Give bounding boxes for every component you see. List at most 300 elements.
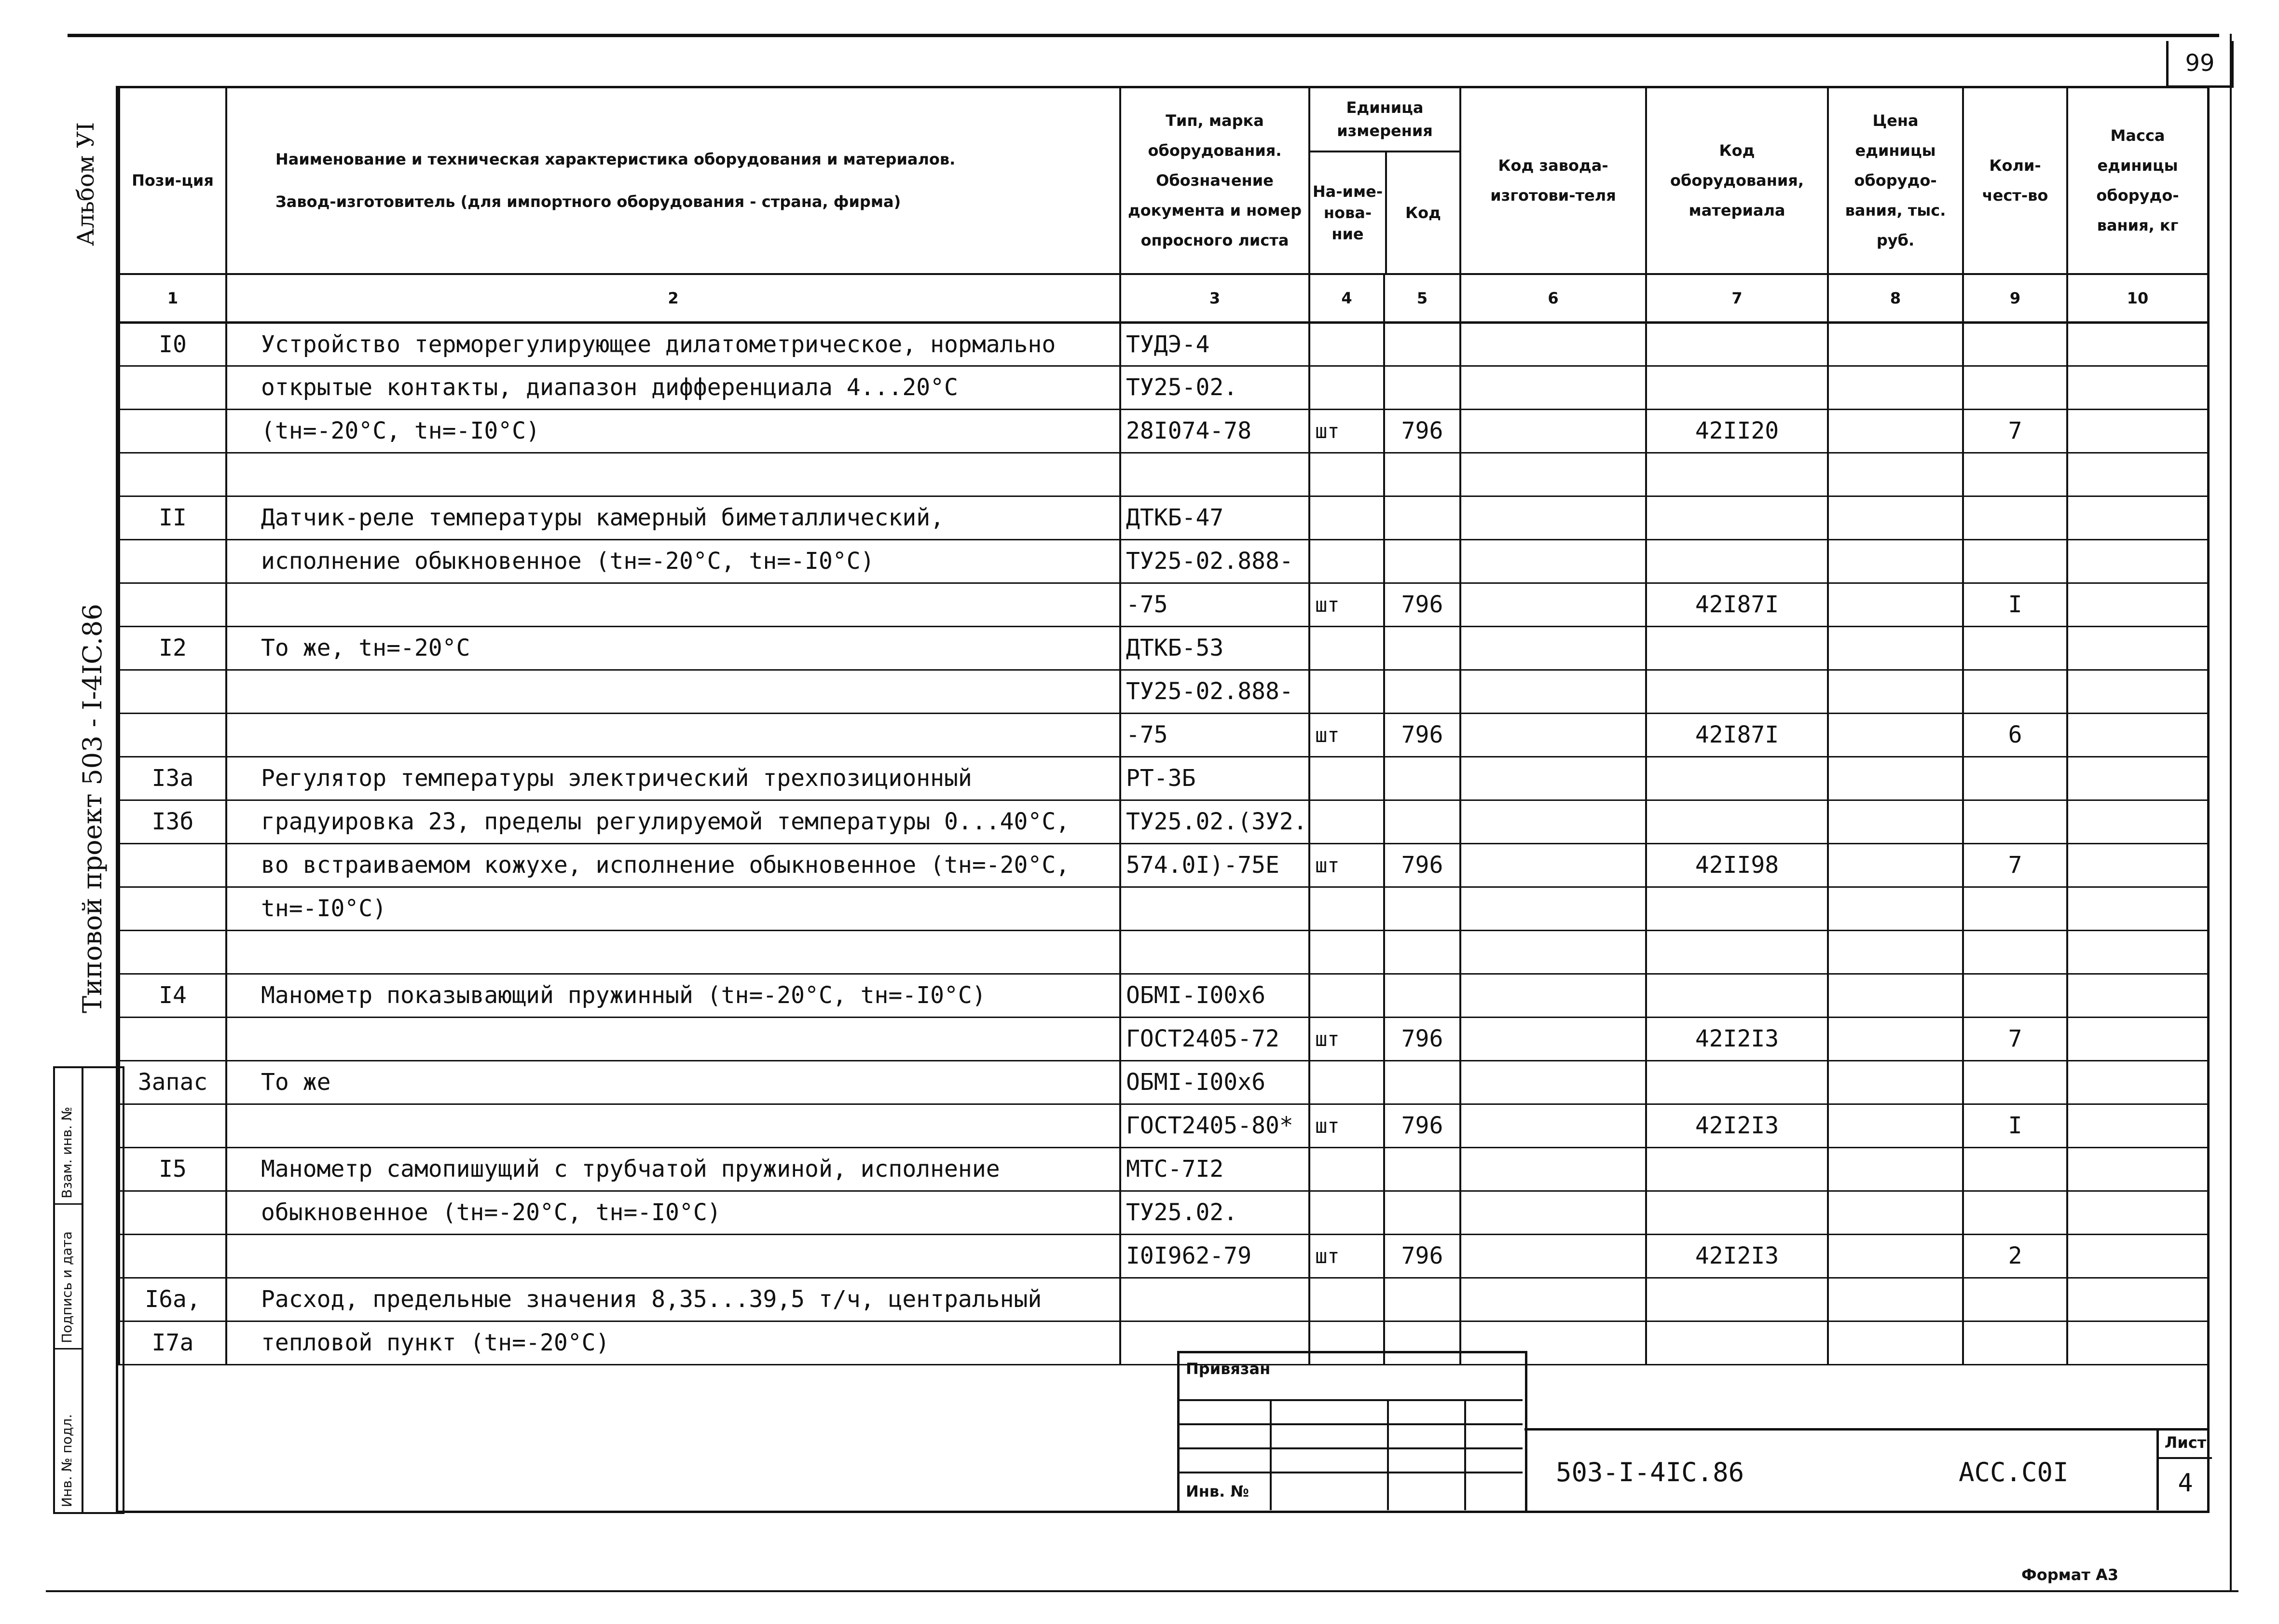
row-position: I3б bbox=[119, 800, 226, 843]
row-name: (tн=-20°С, tн=-I0°С) bbox=[226, 409, 1120, 453]
col-number: 6 bbox=[1460, 274, 1646, 322]
row-name: Манометр показывающий пружинный (tн=-20°С, tн=-I0°С) bbox=[226, 974, 1120, 1017]
row-unit-code bbox=[1384, 974, 1460, 1017]
row-type: ГОСТ2405-80* bbox=[1120, 1104, 1309, 1147]
row-mfr-code bbox=[1460, 930, 1646, 974]
project-label: Типовой проект 503 - I-4IC.86 bbox=[77, 604, 108, 1013]
row-type: МТС-7I2 bbox=[1120, 1147, 1309, 1191]
row-mass bbox=[2067, 757, 2208, 800]
row-mass bbox=[2067, 496, 2208, 539]
row-name: исполнение обыкновенное (tн=-20°С, tн=-I0°С) bbox=[226, 539, 1120, 583]
row-qty bbox=[1963, 800, 2067, 843]
row-unit bbox=[1309, 1191, 1384, 1234]
col-number: 2 bbox=[226, 274, 1120, 322]
row-position: I5 bbox=[119, 1147, 226, 1191]
row-price bbox=[1828, 843, 1963, 887]
stamp-label-replace: Взам. инв. № bbox=[59, 1106, 75, 1198]
row-equip-code bbox=[1646, 1278, 1828, 1321]
row-name: Расход, предельные значения 8,35...39,5 т/ч, центральный bbox=[226, 1278, 1120, 1321]
table-body bbox=[119, 322, 2208, 1364]
row-equip-code: 42II98 bbox=[1646, 843, 1828, 887]
table-row bbox=[119, 583, 2208, 626]
row-qty bbox=[1963, 1147, 2067, 1191]
row-mass bbox=[2067, 1104, 2208, 1147]
row-equip-code bbox=[1646, 1060, 1828, 1104]
row-price bbox=[1828, 366, 1963, 409]
row-type: ОБМI-I00х6 bbox=[1120, 1060, 1309, 1104]
row-mfr-code bbox=[1460, 800, 1646, 843]
row-equip-code: 42II20 bbox=[1646, 409, 1828, 453]
row-unit bbox=[1309, 974, 1384, 1017]
row-qty bbox=[1963, 626, 2067, 670]
row-type: ОБМI-I00х6 bbox=[1120, 974, 1309, 1017]
row-mfr-code bbox=[1460, 670, 1646, 713]
row-position bbox=[119, 1017, 226, 1060]
row-qty bbox=[1963, 539, 2067, 583]
row-equip-code bbox=[1646, 1321, 1828, 1364]
sheet-box bbox=[2156, 1428, 2212, 1510]
row-type bbox=[1120, 887, 1309, 930]
row-price bbox=[1828, 930, 1963, 974]
header-qty: Коли-чест-во bbox=[1963, 88, 2067, 274]
row-mfr-code bbox=[1460, 1234, 1646, 1278]
stamp-label-inv: Инв. № подл. bbox=[59, 1414, 75, 1507]
row-mass bbox=[2067, 409, 2208, 453]
row-unit-code: 796 bbox=[1384, 1234, 1460, 1278]
row-qty bbox=[1963, 366, 2067, 409]
row-type: 574.0I)-75Е bbox=[1120, 843, 1309, 887]
column-number-row bbox=[119, 274, 2208, 322]
row-position: I7а bbox=[119, 1321, 226, 1364]
table-row bbox=[119, 366, 2208, 409]
row-name: открытые контакты, диапазон дифференциала 4...20°С bbox=[226, 366, 1120, 409]
row-name: То же, tн=-20°С bbox=[226, 626, 1120, 670]
row-type: ТУ25-02.888- bbox=[1120, 539, 1309, 583]
title-block bbox=[1177, 1351, 1524, 1510]
row-type: -75 bbox=[1120, 583, 1309, 626]
row-type: I0I962-79 bbox=[1120, 1234, 1309, 1278]
row-position: Запас bbox=[119, 1060, 226, 1104]
row-price bbox=[1828, 887, 1963, 930]
row-qty bbox=[1963, 1278, 2067, 1321]
table-row bbox=[119, 496, 2208, 539]
row-price bbox=[1828, 1017, 1963, 1060]
row-name: градуировка 23, пределы регулируемой температуры 0...40°С, bbox=[226, 800, 1120, 843]
row-equip-code: 42I2I3 bbox=[1646, 1017, 1828, 1060]
row-mass bbox=[2067, 366, 2208, 409]
col-number: 3 bbox=[1120, 274, 1309, 322]
row-name: обыкновенное (tн=-20°С, tн=-I0°С) bbox=[226, 1191, 1120, 1234]
row-mfr-code bbox=[1460, 1060, 1646, 1104]
row-equip-code bbox=[1646, 322, 1828, 366]
row-mfr-code bbox=[1460, 1191, 1646, 1234]
row-mass bbox=[2067, 453, 2208, 496]
table-row bbox=[119, 322, 2208, 366]
col-number: 4 bbox=[1309, 274, 1384, 322]
table-row bbox=[119, 1147, 2208, 1191]
row-unit bbox=[1309, 930, 1384, 974]
row-type: ТУ25.02. bbox=[1120, 1191, 1309, 1234]
row-name: Манометр самопишущий с трубчатой пружиной, исполнение bbox=[226, 1147, 1120, 1191]
stamp-strip bbox=[53, 1066, 124, 1514]
table-row bbox=[119, 1234, 2208, 1278]
row-unit: шт bbox=[1309, 713, 1384, 757]
bound-label: Привязан bbox=[1186, 1360, 1271, 1378]
row-equip-code bbox=[1646, 757, 1828, 800]
row-qty: 2 bbox=[1963, 1234, 2067, 1278]
row-mfr-code bbox=[1460, 713, 1646, 757]
row-unit-code bbox=[1384, 1278, 1460, 1321]
row-name bbox=[226, 670, 1120, 713]
table-row bbox=[119, 974, 2208, 1017]
row-type bbox=[1120, 930, 1309, 974]
row-name: Устройство терморегулирующее дилатометрическое, нормально bbox=[226, 322, 1120, 366]
album-label: Альбом УI bbox=[72, 122, 99, 246]
row-equip-code bbox=[1646, 887, 1828, 930]
row-mass bbox=[2067, 887, 2208, 930]
table-row bbox=[119, 1017, 2208, 1060]
table-row bbox=[119, 1104, 2208, 1147]
row-unit-code bbox=[1384, 887, 1460, 930]
row-unit-code bbox=[1384, 1060, 1460, 1104]
row-mass bbox=[2067, 1191, 2208, 1234]
row-unit bbox=[1309, 1060, 1384, 1104]
row-price bbox=[1828, 322, 1963, 366]
table-row bbox=[119, 1060, 2208, 1104]
header-name-line2: Завод-изготовитель (для импортного оборудования - страна, фирма) bbox=[275, 193, 901, 211]
row-qty bbox=[1963, 974, 2067, 1017]
specification-table bbox=[118, 88, 2209, 1365]
table-row bbox=[119, 1278, 2208, 1321]
row-price bbox=[1828, 757, 1963, 800]
row-equip-code: 42I2I3 bbox=[1646, 1234, 1828, 1278]
row-type: ТУ25.02.(3У2. bbox=[1120, 800, 1309, 843]
row-qty bbox=[1963, 453, 2067, 496]
title-block-line bbox=[1177, 1399, 1523, 1401]
stamp-divider bbox=[82, 1068, 83, 1512]
row-mass bbox=[2067, 1147, 2208, 1191]
header-mass: Масса единицы оборудо-вания, кг bbox=[2067, 88, 2208, 274]
inv-label: Инв. № bbox=[1186, 1482, 1249, 1500]
row-price bbox=[1828, 1147, 1963, 1191]
row-unit-code: 796 bbox=[1384, 843, 1460, 887]
row-price bbox=[1828, 670, 1963, 713]
row-unit: шт bbox=[1309, 583, 1384, 626]
row-unit-code bbox=[1384, 930, 1460, 974]
row-equip-code bbox=[1646, 1147, 1828, 1191]
header-price: Цена единицы оборудо-вания, тыс. руб. bbox=[1828, 88, 1963, 274]
row-price bbox=[1828, 1234, 1963, 1278]
row-position bbox=[119, 713, 226, 757]
row-unit-code: 796 bbox=[1384, 713, 1460, 757]
row-unit-code bbox=[1384, 1191, 1460, 1234]
row-unit: шт bbox=[1309, 1234, 1384, 1278]
sheet-label: Лист bbox=[2159, 1428, 2212, 1459]
row-equip-code bbox=[1646, 1191, 1828, 1234]
table-row bbox=[119, 843, 2208, 887]
row-qty: 7 bbox=[1963, 843, 2067, 887]
row-mass bbox=[2067, 1234, 2208, 1278]
row-unit bbox=[1309, 757, 1384, 800]
row-unit-code: 796 bbox=[1384, 409, 1460, 453]
header-unit-sub bbox=[1310, 152, 1459, 273]
row-mass bbox=[2067, 539, 2208, 583]
table-row bbox=[119, 757, 2208, 800]
row-unit-code bbox=[1384, 757, 1460, 800]
row-mass bbox=[2067, 1278, 2208, 1321]
row-unit-code: 796 bbox=[1384, 1104, 1460, 1147]
row-position bbox=[119, 930, 226, 974]
row-type bbox=[1120, 453, 1309, 496]
row-type: ДТКБ-53 bbox=[1120, 626, 1309, 670]
row-mass bbox=[2067, 974, 2208, 1017]
row-position: II bbox=[119, 496, 226, 539]
row-unit-code bbox=[1384, 1147, 1460, 1191]
row-qty bbox=[1963, 887, 2067, 930]
row-unit-code: 796 bbox=[1384, 1017, 1460, 1060]
row-name: Регулятор температуры электрический трехпозиционный bbox=[226, 757, 1120, 800]
title-block-vline bbox=[1464, 1399, 1466, 1510]
row-mfr-code bbox=[1460, 843, 1646, 887]
row-name bbox=[226, 1234, 1120, 1278]
row-price bbox=[1828, 453, 1963, 496]
row-mass bbox=[2067, 713, 2208, 757]
row-type: ТУДЭ-4 bbox=[1120, 322, 1309, 366]
row-mass bbox=[2067, 800, 2208, 843]
title-block-line bbox=[1177, 1472, 1523, 1473]
row-unit bbox=[1309, 1147, 1384, 1191]
header-name bbox=[226, 88, 1120, 274]
row-mass bbox=[2067, 1017, 2208, 1060]
row-unit bbox=[1309, 1278, 1384, 1321]
row-position: I3а bbox=[119, 757, 226, 800]
row-name: tн=-I0°С) bbox=[226, 887, 1120, 930]
row-unit bbox=[1309, 322, 1384, 366]
row-mfr-code bbox=[1460, 626, 1646, 670]
row-price bbox=[1828, 539, 1963, 583]
row-price bbox=[1828, 626, 1963, 670]
row-mass bbox=[2067, 626, 2208, 670]
table-row bbox=[119, 713, 2208, 757]
row-equip-code bbox=[1646, 974, 1828, 1017]
header-unit-code: Код bbox=[1405, 204, 1441, 222]
row-unit: шт bbox=[1309, 1104, 1384, 1147]
row-qty bbox=[1963, 757, 2067, 800]
row-qty: 7 bbox=[1963, 409, 2067, 453]
row-equip-code bbox=[1646, 539, 1828, 583]
format-label: Формат А3 bbox=[2021, 1566, 2119, 1584]
row-unit bbox=[1309, 800, 1384, 843]
row-mfr-code bbox=[1460, 1104, 1646, 1147]
table-row bbox=[119, 453, 2208, 496]
row-unit bbox=[1309, 670, 1384, 713]
row-type: РТ-3Б bbox=[1120, 757, 1309, 800]
row-mfr-code bbox=[1460, 974, 1646, 1017]
row-price bbox=[1828, 409, 1963, 453]
row-name: тепловой пункт (tн=-20°С) bbox=[226, 1321, 1120, 1364]
row-position: I6а, bbox=[119, 1278, 226, 1321]
row-mfr-code bbox=[1460, 539, 1646, 583]
row-mfr-code bbox=[1460, 583, 1646, 626]
row-unit-code bbox=[1384, 670, 1460, 713]
header-equip-code: Код оборудования, материала bbox=[1646, 88, 1828, 274]
row-unit-code bbox=[1384, 539, 1460, 583]
header-unit: Единица измерения bbox=[1310, 88, 1459, 152]
row-type: ТУ25-02. bbox=[1120, 366, 1309, 409]
row-price bbox=[1828, 496, 1963, 539]
row-mfr-code bbox=[1460, 366, 1646, 409]
row-equip-code bbox=[1646, 496, 1828, 539]
col-number: 1 bbox=[119, 274, 226, 322]
doc-mark: АСС.С0I bbox=[1959, 1457, 2069, 1487]
row-qty bbox=[1963, 930, 2067, 974]
row-qty: 6 bbox=[1963, 713, 2067, 757]
sheet-number: 4 bbox=[2178, 1469, 2193, 1498]
title-block-line bbox=[1177, 1447, 1523, 1449]
row-mfr-code bbox=[1460, 887, 1646, 930]
row-equip-code bbox=[1646, 670, 1828, 713]
row-price bbox=[1828, 1104, 1963, 1147]
row-unit bbox=[1309, 626, 1384, 670]
row-unit-code bbox=[1384, 322, 1460, 366]
row-name: во встраиваемом кожухе, исполнение обыкновенное (tн=-20°С, bbox=[226, 843, 1120, 887]
row-position bbox=[119, 583, 226, 626]
row-mass bbox=[2067, 322, 2208, 366]
row-type bbox=[1120, 1278, 1309, 1321]
table-row bbox=[119, 1191, 2208, 1234]
row-unit-code bbox=[1384, 626, 1460, 670]
row-unit bbox=[1309, 366, 1384, 409]
header-position: Пози-ция bbox=[119, 88, 226, 274]
row-equip-code: 42I87I bbox=[1646, 713, 1828, 757]
table-row bbox=[119, 887, 2208, 930]
row-mfr-code bbox=[1460, 453, 1646, 496]
row-qty bbox=[1963, 496, 2067, 539]
row-qty bbox=[1963, 322, 2067, 366]
table-row bbox=[119, 409, 2208, 453]
doc-code: 503-I-4IC.86 bbox=[1556, 1457, 1744, 1487]
title-block-vline bbox=[1270, 1399, 1272, 1510]
row-mass bbox=[2067, 670, 2208, 713]
row-type: -75 bbox=[1120, 713, 1309, 757]
row-type: ДТКБ-47 bbox=[1120, 496, 1309, 539]
row-equip-code: 42I2I3 bbox=[1646, 1104, 1828, 1147]
row-qty bbox=[1963, 670, 2067, 713]
table-row bbox=[119, 626, 2208, 670]
row-mfr-code bbox=[1460, 757, 1646, 800]
header-unit-name: На-име-нова-ние bbox=[1310, 152, 1387, 273]
header-unit-group bbox=[1309, 88, 1460, 274]
row-mass bbox=[2067, 583, 2208, 626]
row-position: I2 bbox=[119, 626, 226, 670]
col-number: 9 bbox=[1963, 274, 2067, 322]
row-name bbox=[226, 453, 1120, 496]
table-row bbox=[119, 930, 2208, 974]
row-position bbox=[119, 670, 226, 713]
row-mfr-code bbox=[1460, 1278, 1646, 1321]
bottom-border-line bbox=[46, 1590, 2238, 1592]
row-equip-code bbox=[1646, 453, 1828, 496]
row-type: 28I074-78 bbox=[1120, 409, 1309, 453]
row-unit bbox=[1309, 496, 1384, 539]
col-number: 7 bbox=[1646, 274, 1828, 322]
row-mfr-code bbox=[1460, 1017, 1646, 1060]
row-type: ГОСТ2405-72 bbox=[1120, 1017, 1309, 1060]
row-equip-code bbox=[1646, 366, 1828, 409]
top-border-line bbox=[68, 34, 2219, 37]
row-name: Датчик-реле температуры камерный биметаллический, bbox=[226, 496, 1120, 539]
row-price bbox=[1828, 974, 1963, 1017]
row-unit: шт bbox=[1309, 843, 1384, 887]
row-position bbox=[119, 366, 226, 409]
row-position bbox=[119, 843, 226, 887]
row-name bbox=[226, 1104, 1120, 1147]
row-equip-code: 42I87I bbox=[1646, 583, 1828, 626]
row-position: I0 bbox=[119, 322, 226, 366]
row-position bbox=[119, 1104, 226, 1147]
row-qty bbox=[1963, 1060, 2067, 1104]
row-unit-code bbox=[1384, 366, 1460, 409]
row-name bbox=[226, 1017, 1120, 1060]
header-type: Тип, марка оборудования. Обозначение документа и номер опросного листа bbox=[1120, 88, 1309, 274]
row-unit-code bbox=[1384, 453, 1460, 496]
row-price bbox=[1828, 1060, 1963, 1104]
stamp-label-sign: Подпись и дата bbox=[59, 1231, 75, 1343]
row-mfr-code bbox=[1460, 1147, 1646, 1191]
row-unit-code bbox=[1384, 800, 1460, 843]
page-number: 99 bbox=[2166, 41, 2234, 88]
row-mass bbox=[2067, 843, 2208, 887]
row-name: То же bbox=[226, 1060, 1120, 1104]
row-mass bbox=[2067, 1060, 2208, 1104]
row-mfr-code bbox=[1460, 409, 1646, 453]
row-price bbox=[1828, 1278, 1963, 1321]
row-mfr-code bbox=[1460, 322, 1646, 366]
row-unit: шт bbox=[1309, 409, 1384, 453]
table-row bbox=[119, 1321, 2208, 1364]
row-unit bbox=[1309, 453, 1384, 496]
table-row bbox=[119, 800, 2208, 843]
row-equip-code bbox=[1646, 800, 1828, 843]
title-block-line bbox=[1177, 1423, 1523, 1425]
row-position bbox=[119, 887, 226, 930]
row-mass bbox=[2067, 1321, 2208, 1364]
row-type: ТУ25-02.888- bbox=[1120, 670, 1309, 713]
row-price bbox=[1828, 1191, 1963, 1234]
table-row bbox=[119, 539, 2208, 583]
row-position bbox=[119, 1234, 226, 1278]
row-price bbox=[1828, 1321, 1963, 1364]
col-number: 8 bbox=[1828, 274, 1963, 322]
row-name bbox=[226, 583, 1120, 626]
row-equip-code bbox=[1646, 626, 1828, 670]
col-number: 10 bbox=[2067, 274, 2208, 322]
row-qty: I bbox=[1963, 1104, 2067, 1147]
row-position: I4 bbox=[119, 974, 226, 1017]
row-qty: I bbox=[1963, 583, 2067, 626]
row-qty bbox=[1963, 1191, 2067, 1234]
table-row bbox=[119, 670, 2208, 713]
col-number: 5 bbox=[1384, 274, 1460, 322]
row-unit: шт bbox=[1309, 1017, 1384, 1060]
row-position bbox=[119, 453, 226, 496]
title-block-vline bbox=[1387, 1399, 1389, 1510]
row-qty bbox=[1963, 1321, 2067, 1364]
right-border-line bbox=[2230, 34, 2232, 1592]
row-unit bbox=[1309, 539, 1384, 583]
row-mfr-code bbox=[1460, 496, 1646, 539]
row-unit bbox=[1309, 887, 1384, 930]
